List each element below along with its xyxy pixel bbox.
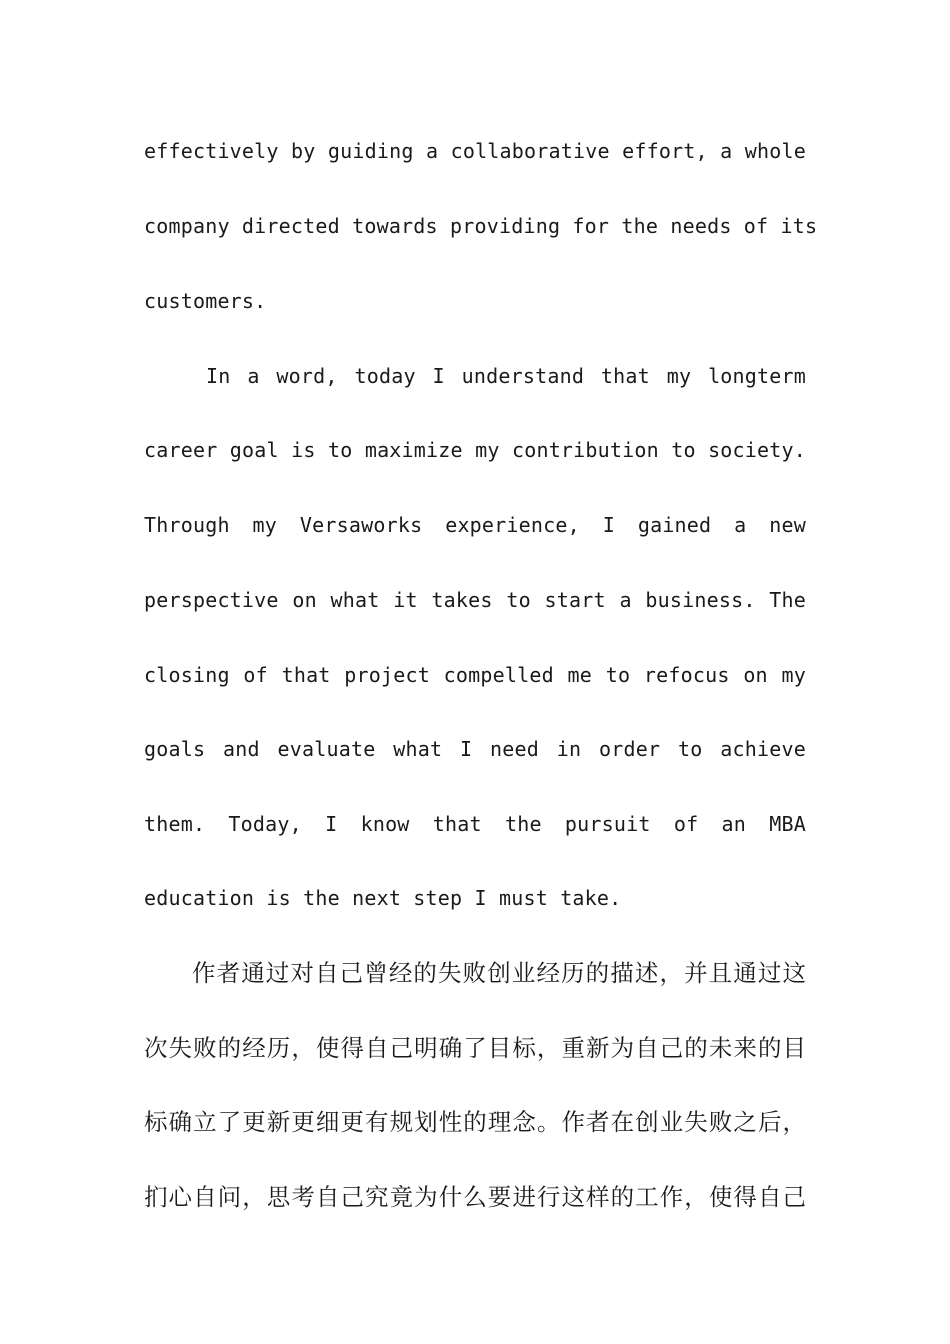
text-line: Through my Versaworks experience, I gained a new	[144, 513, 806, 537]
text-line: company directed towards providing for the needs of its	[144, 214, 818, 238]
text-line: 次失败的经历，使得自己明确了目标，重新为自己的未来的目	[144, 1034, 806, 1062]
text-line: customers.	[144, 289, 267, 313]
text-line: career goal is to maximize my contribution to society.	[144, 438, 806, 462]
text-line: 扪心自问，思考自己究竟为什么要进行这样的工作，使得自己	[144, 1183, 806, 1211]
text-line: them. Today, I know that the pursuit of an MBA	[144, 812, 806, 836]
text-line: closing of that project compelled me to refocus on my	[144, 663, 806, 687]
text-line: effectively by guiding a collaborative effort, a whole	[144, 139, 806, 163]
text-line: 作者通过对自己曾经的失败创业经历的描述，并且通过这	[192, 959, 806, 987]
text-line: goals and evaluate what I need in order to achieve	[144, 737, 806, 761]
text-line: education is the next step I must take.	[144, 886, 622, 910]
text-line: In a word, today I understand that my longterm	[206, 364, 806, 388]
text-line: perspective on what it takes to start a business. The	[144, 588, 806, 612]
text-line: 标确立了更新更细更有规划性的理念。作者在创业失败之后，	[144, 1108, 806, 1136]
